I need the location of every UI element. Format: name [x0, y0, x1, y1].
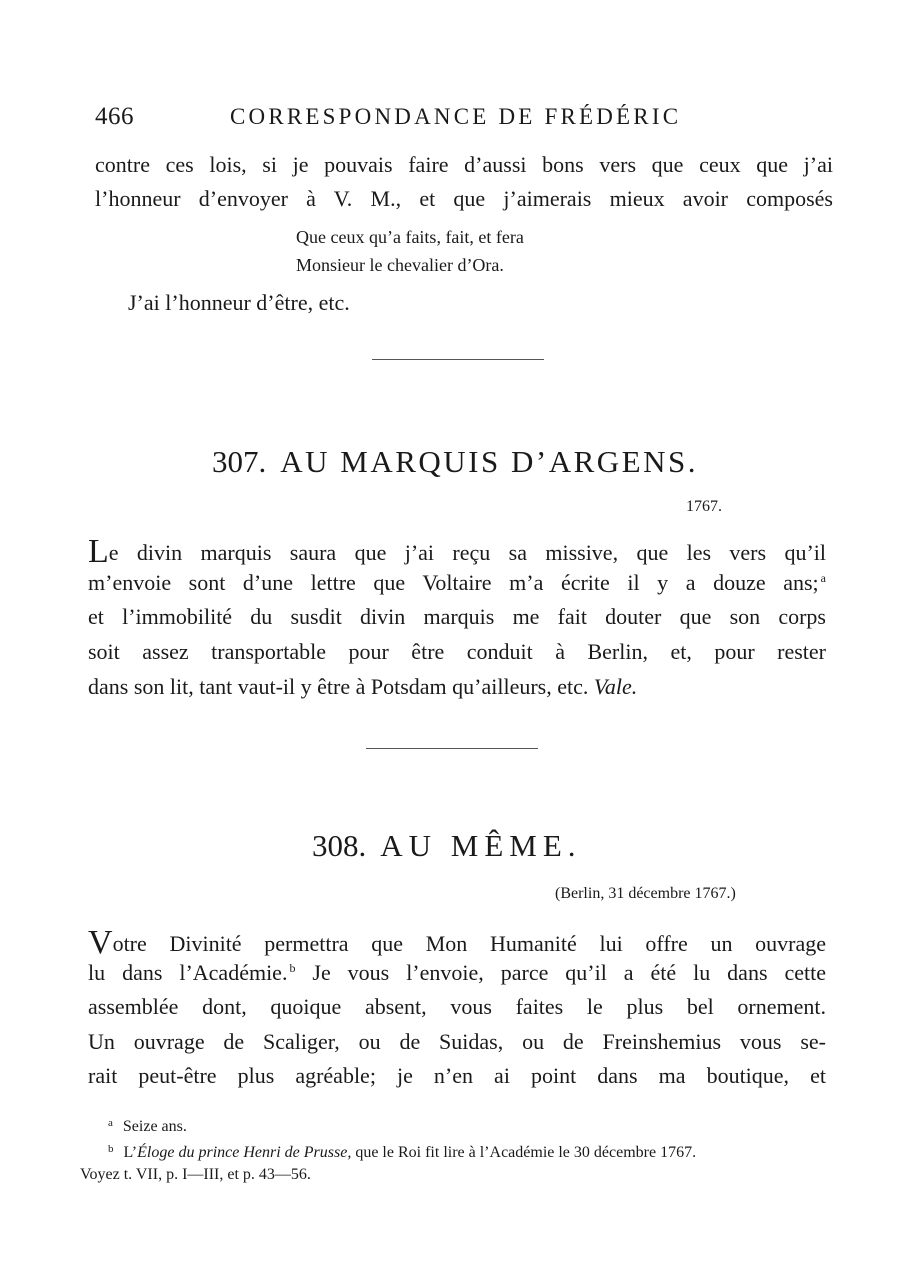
letter-307-line-2 [88, 570, 826, 596]
letter-307-line-5 [88, 674, 637, 700]
letter-307-line-3: et l’immobilité du susdit divin marquis me fait douter que son corps [88, 604, 826, 629]
letter-308-number: 308. [312, 828, 367, 863]
letter-307-number: 307. [212, 444, 267, 479]
letter-307-line-1 [88, 535, 826, 569]
footnote-b-line-2: Voyez t. VII, p. I—III, et p. 43—56. [80, 1166, 311, 1183]
letter-307-drop-cap: L [88, 533, 109, 570]
footnote-b-mark: b [108, 1143, 114, 1155]
footnote-a [108, 1117, 187, 1136]
page-number: 466 [95, 103, 134, 130]
footnote-ref-b: b [289, 961, 296, 975]
verse-line-1: Que ceux qu’a faits, fait, et fera [296, 227, 524, 247]
letter-308-drop-cap: V [88, 924, 113, 961]
letter-308-date: (Berlin, 31 décembre 1767.) [555, 885, 736, 902]
prev-letter-line-2: l’honneur d’envoyer à V. M., et que j’aimerais mieux avoir composés [95, 186, 833, 211]
footnote-b [108, 1143, 696, 1162]
letter-308-line-2 [88, 960, 826, 986]
letter-307-line-4: soit assez transportable pour être conduit à Berlin, et, pour rester [88, 639, 826, 664]
verse-line-2: Monsieur le chevalier d’Ora. [296, 255, 504, 275]
letter-307-vale: Vale. [593, 674, 638, 699]
letter-307-heading [212, 444, 698, 480]
footnote-ref-a: a [820, 571, 826, 585]
letter-308-line-3: assemblée dont, quoique absent, vous faites le plus bel ornement. [88, 994, 826, 1019]
letter-308-line-2-b: Je vous l’envoie, parce qu’il a été lu dans cette [295, 960, 826, 985]
section-divider-1 [372, 359, 544, 360]
letter-307-title: AU MARQUIS D’ARGENS. [280, 444, 698, 479]
footnote-a-text: Seize ans. [122, 1118, 187, 1135]
footnote-b-italic: Éloge du prince Henri de Prusse, [137, 1144, 352, 1161]
footnote-b-pre: L’ [123, 1144, 138, 1161]
footnote-b-rest: que le Roi fit lire à l’Académie le 30 décembre 1767. [351, 1144, 697, 1161]
letter-308-heading [312, 828, 582, 864]
letter-307-line-2-text: m’envoie sont d’une lettre que Voltaire m’a écrite il y a douze ans; [88, 570, 819, 595]
prev-letter-line-1: contre ces lois, si je pouvais faire d’aussi bons vers que ceux que j’ai [95, 152, 833, 177]
letter-308-title: AU MÊME. [380, 828, 582, 863]
letter-308-line-1-text: otre Divinité permettra que Mon Humanité lui offre un ouvrage [112, 931, 826, 956]
letter-308-line-5: rait peut-être plus agréable; je n’en ai point dans ma boutique, et [88, 1063, 826, 1088]
letter-307-line-1-text: e divin marquis saura que j’ai reçu sa missive, que les vers qu’il [108, 540, 826, 565]
letter-308-line-2-a: lu dans l’Académie. [88, 960, 288, 985]
closing-formula: J’ai l’honneur d’être, etc. [128, 290, 350, 315]
letter-307-line-5-text: dans son lit, tant vaut-il y être à Potsdam qu’ailleurs, etc. [88, 674, 589, 699]
letter-307-date: 1767. [686, 498, 722, 515]
section-divider-2 [366, 748, 538, 749]
letter-308-line-1 [88, 926, 826, 960]
running-title: CORRESPONDANCE DE FRÉDÉRIC [230, 104, 682, 129]
letter-308-line-4: Un ouvrage de Scaliger, ou de Suidas, ou de Freinshemius vous se- [88, 1029, 826, 1054]
footnote-a-mark: a [108, 1117, 113, 1129]
